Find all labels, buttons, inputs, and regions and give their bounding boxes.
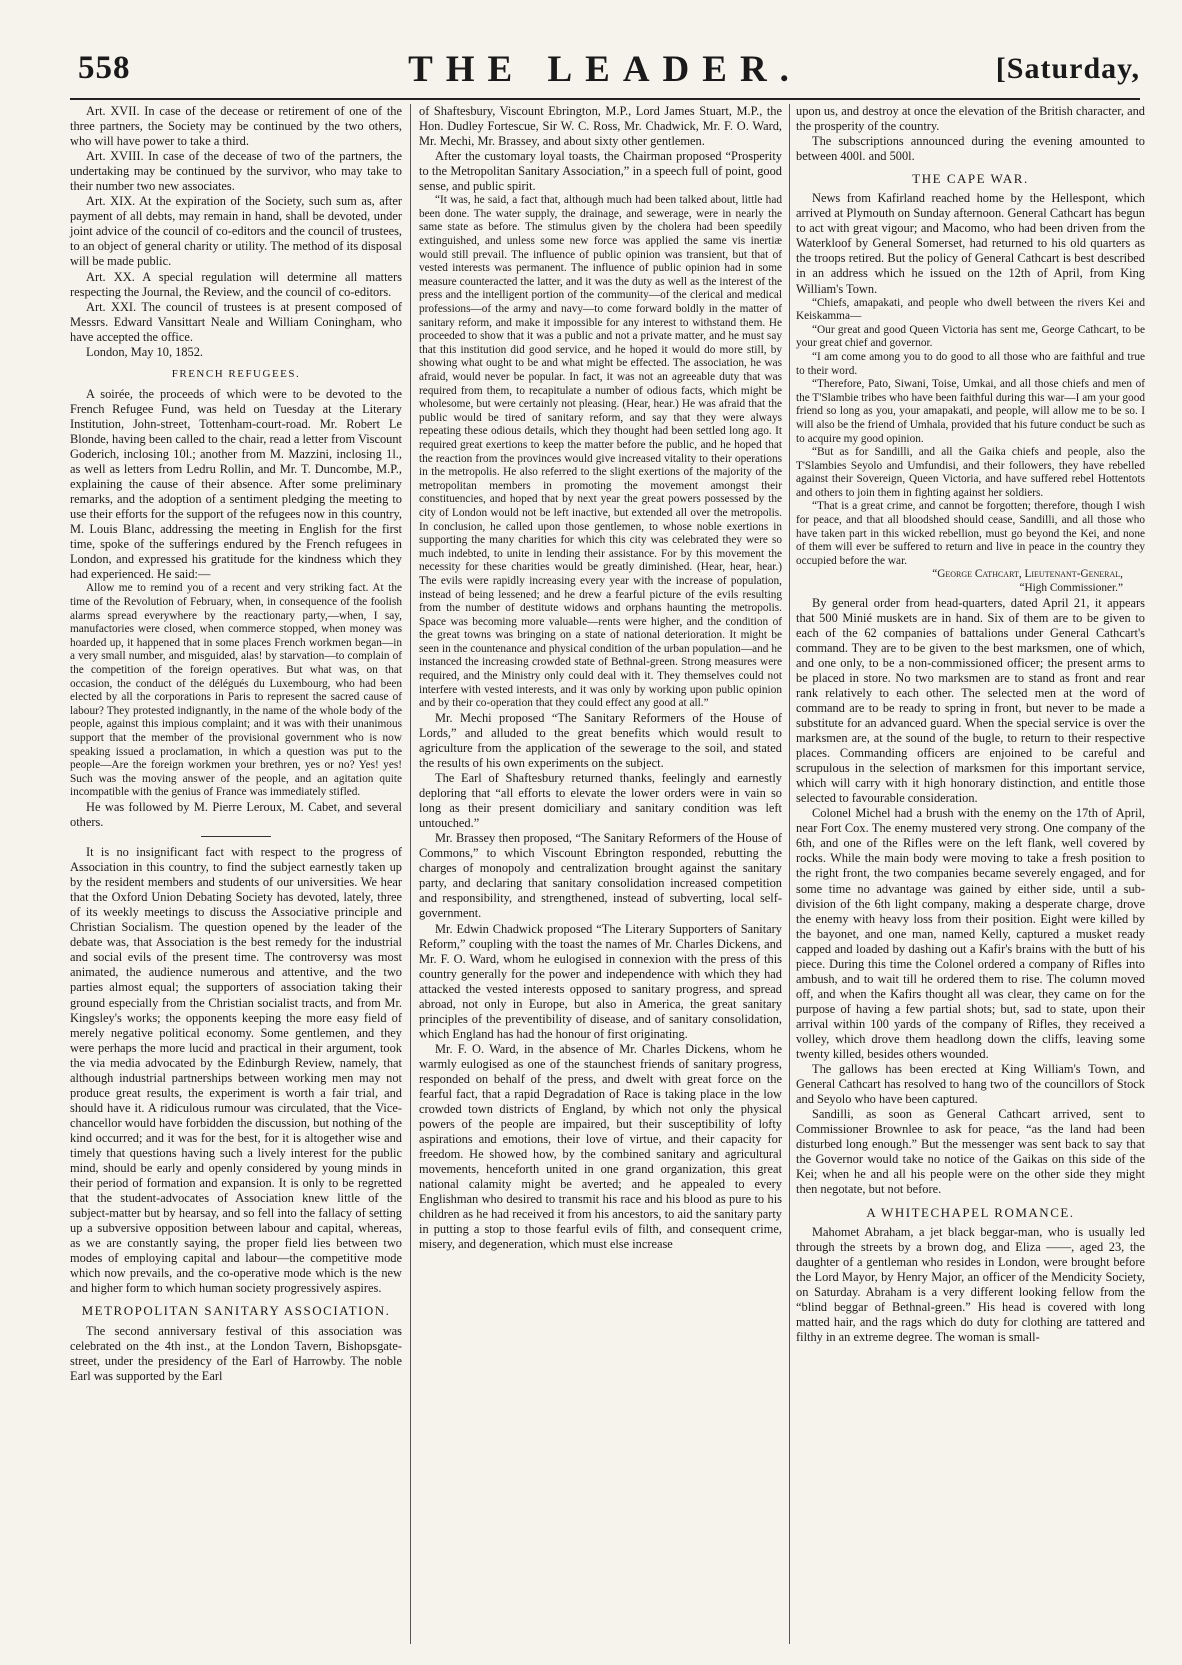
article-18: Art. XVIII. In case of the decease of two of the partners, the undertaking may be continued by the survivor, who may take to their number two new associates. bbox=[70, 149, 402, 194]
header-rule bbox=[70, 98, 1140, 100]
heading-cape-war: THE CAPE WAR. bbox=[912, 171, 1029, 187]
association-paragraph: It is no insignificant fact with respect to the progress of Association in this country, to find the subject earnestly taken up by the resident members and students of our universities. We hear that the Oxford Union Debating Society has devoted, lately, three of its weekly meetings to discuss the Associative principle and Christian Socialism. The question opened by the leader of the debate was, that Association is the best remedy for the industrial and social evils of the present time. The controversy was most animated, the audience numerous and attentive, and the two parties almost equal; the supporters of association taking their ground especially from the Christian socialist tracts, and from Mr. Kingsley's works; the opponents keeping the more easy field of merely negative political economy. Some gentlemen, and they were perhaps the more lucid and practical in their argument, took the via media advocated by the Edinburgh Review, namely, that although industrial partnerships between working men may not produce great results, the experiment is worth a fair trial, and should have it. A ridiculous rumour was circulated, that the Vice-chancellor would have forbidden the discussion, but nothing of the kind occurred; and it was for the best, for it is altogether wise and timely that questions having such a lively interest for the public mind, should be early and openly considered by young minds in their period of formation and expansion. It is only to be regretted that the student-advocates of Association knew little of the subject-matter but by hearsay, and so fell into the fallacy of setting up a subversive opposition between labour and capital, whereas, as we are constantly saying, the proper field lies between two modes of employing capital and labour—the competitive mode which now prevails, and the co-operative mode which is the new and higher form to which human society progressively aspires. bbox=[70, 845, 402, 1296]
brassey-paragraph: Mr. Brassey then proposed, “The Sanitary Reformers of the House of Commons,” to which Viscount Ebrington responded, rebutting the charges of monopoly and centralization brought against the sanitary party, and declaring that sanitary consolidation increased competition and responsibility, and strengthened, instead of subverting, local self-government. bbox=[419, 831, 782, 921]
cape-paragraph-4: The gallows has been erected at King William's Town, and General Cathcart has resolved to hang two of the councillors of Stock and Seyolo who have been captured. bbox=[796, 1062, 1145, 1107]
chadwick-paragraph: Mr. Edwin Chadwick proposed “The Literary Supporters of Sanitary Reform,” coupling with the toast the names of Mr. Charles Dickens, and Mr. F. O. Ward, whom he eulogised in connexion with the press of this country generally for the power and independence with which they had attacked the vested interests opposed to sanitary progress, and spread abroad, not only in Europe, but also in America, the great sanitary principles of the preventibility of disease, and of sanitary consolidation, which England has had the honour of first originating. bbox=[419, 921, 782, 1041]
article-21: Art. XXI. The council of trustees is at present composed of Messrs. Edward Vansittart Neale and William Coningham, who have accepted the office. bbox=[70, 299, 402, 344]
sanitary-attendees: of Shaftesbury, Viscount Ebrington, M.P., Lord James Stuart, M.P., the Hon. Dudley Fortescue, Sir W. C. Ross, Mr. Chadwick, Mr. F. O. Ward, Mr. Mechi, Mr. Brassey, and about sixty other gentlemen. bbox=[419, 104, 782, 149]
page-header bbox=[70, 48, 1140, 94]
page-number: 558 bbox=[78, 50, 131, 86]
refugees-quote: Allow me to remind you of a recent and very striking fact. At the time of the Revolution of February, when, in consequence of the foolish alarms spread everywhere by the reactionary party,—when, I say, manufactories were closed, when commerce stopped, when money was hoarded up, it happened that in some places French workmen began—in a very small number, and misguided, alas! by starvation—to complain of the competition of the foreign operatives. But what was, on that occasion, the conduct of the délégués du Luxembourg, who had been elected by all the corporations in Paris to represent the sacred cause of labour? They protested indignantly, in the name of the whole body of the people, against this impious complaint; and it was with their unanimous support that the member of the provisional government who is now speaking issued a proclamation, in which a question was put to the people—Are the foreign workmen your brethren, yes or no? Yes! yes! Such was the moving answer of the people, and an agitation quite incompatible with the genius of France was immediately stifled. bbox=[70, 582, 402, 799]
chairman-toast: After the customary loyal toasts, the Chairman proposed “Prosperity to the Metropolitan Sanitary Association,” in a speech full of point, good sense, and public spirit. bbox=[419, 149, 782, 194]
heading-whitechapel-romance: A WHITECHAPEL ROMANCE. bbox=[866, 1204, 1075, 1220]
article-20: Art. XX. A special regulation will determine all matters respecting the Journal, the Review, and the council of co-editors. bbox=[70, 269, 402, 299]
ward-paragraph: Mr. F. O. Ward, in the absence of Mr. Charles Dickens, whom he warmly eulogised as one of the staunchest friends of sanitary progress, responded on behalf of the press, and dwelt with great force on the fearful fact, that a rapid Degradation of Race is taking place in the low crowded town districts of England, by which not only the physical powers of the people are impaired, but their susceptibility of lofty aspirations and emotions, their love of virtue, and their capacity for freedom. He showed how, by the combined sanitary and agricultural movements, henceforth united in one grand organization, this great national calamity might be averted; and he appealed to every Englishman who desired to transmit his race and his blood as pure to his children as he had received it from his ancestors, to aid the sanitary party in putting a stop to those fearful evils of filth, and consequent crime, misery, and degeneration, which must else increase bbox=[419, 1041, 782, 1252]
column-3 bbox=[796, 104, 1145, 1345]
masthead-title: THE LEADER. bbox=[408, 49, 802, 90]
cape-paragraph-3: Colonel Michel had a brush with the enemy on the 17th of April, near Fort Cox. The enemy mustered very strong. One company of the 6th, and one of the Rifles were on the left flank, well covered by rocks. While the main body were moving to take a fresh position to the right front, the two companies became severely engaged, and for some time no advantage was gained by either side, until a sub-division of the 6th light company, making a desperate charge, drove the enemy with heavy loss from their position. Eight were killed by the bayonet, and one man, named Kelly, captured a musket ready capped and loaded by dashing out a Kafir's brains with the butt of his piece. During this time the Colonel ordered a company of Rifles into ambush, and to wait till he ordered them to rise. The column moved off, and when the Kafirs thought all was clear, they came on for the purpose of having a few partial shots; but, sad to state, upon their arrival within 100 yards of the company of Rifles, they received a volley, which drove them headlong down the cliffs, leaving some twenty killed, besides others wounded. bbox=[796, 806, 1145, 1062]
article-17: Art. XVII. In case of the decease or retirement of one of the three partners, the Society may be continued by the two others, who will have power to take a third. bbox=[70, 104, 402, 149]
cape-paragraph-1: News from Kafirland reached home by the Hellespont, which arrived at Plymouth on Sunday afternoon. General Cathcart has begun to act with great vigour; and Macomo, who had been driven from the Waterkloof by General Somerset, had returned to his old quarters as the troops retired. But the policy of General Cathcart is best described in an address which he issued on the 12th of April, from King William's Town. bbox=[796, 191, 1145, 296]
dateline: London, May 10, 1852. bbox=[86, 344, 204, 359]
column-divider bbox=[789, 104, 790, 1644]
sanitary-paragraph: The second anniversary festival of this association was celebrated on the 4th inst., at the London Tavern, Bishopsgate-street, under the presidency of the Earl of Harrowby. The noble Earl was supported by the Earl bbox=[70, 1323, 402, 1383]
address-line-6: “That is a great crime, and cannot be forgotten; therefore, though I wish for peace, and that all bloodshed should cease, Sandilli, and all those who have taken part in this wicked rebellion, must go beyond the Kei, and none of them will ever be suffered to return and live in peace in the country they occupied before the war. bbox=[796, 500, 1145, 567]
cape-paragraph-2: By general order from head-quarters, dated April 21, it appears that 500 Minié muskets are in hand. Six of them are to be given to each of the 62 companies of battalions under General Cathcart's command. They are to be given to the best marksmen, one of which, and one only, to be a non-commissioned officer; the present arms to be placed in store. No two marksmen are to stand as front and rear rank relatively to each other. The selected men at the word of command are to be ready to spring in front, but never to be made a substitute for an advanced guard. When the special service is over the marksmen are, at the sound of the bugle, to return to their respective places. Commanding officers are enjoined to be careful and scrupulous in the selection of marksmen for this important service, which will carry with it high honorary distinction, and entitle those selected to favourable consideration. bbox=[796, 595, 1145, 806]
refugees-paragraph: A soirée, the proceeds of which were to be devoted to the French Refugee Fund, was held on Tuesday at the Literary Institution, John-street, Tottenham-court-road. Mr. Robert Le Blonde, having been called to the chair, read a letter from Viscount Goderich, inclosing 10l.; another from M. Mazzini, inclosing 1l., as well as letters from Ledru Rollin, and Mr. T. Duncombe, M.P., explaining the cause of their absence. After some preliminary remarks, and the adoption of a sentiment pledging the meeting to use their efforts for the support of the refugees now in this country, M. Louis Blanc, addressing the meeting in English for the first time, spoke of the sufferings endured by the French refugees in London, and expressed his gratitude for the kindness which they had experienced. He said:— bbox=[70, 386, 402, 582]
sanitary-conclusion: upon us, and destroy at once the elevation of the British character, and the prosperity of the country. bbox=[796, 104, 1145, 134]
column-1 bbox=[70, 104, 402, 1384]
address-line-2: “Our great and good Queen Victoria has sent me, George Cathcart, to be your great chief and governor. bbox=[796, 323, 1145, 350]
signature-name: “George Cathcart, Lieutenant-General, bbox=[932, 568, 1123, 581]
address-line-1: “Chiefs, amapakati, and people who dwell between the rivers Kei and Keiskamma— bbox=[796, 296, 1145, 323]
refugees-paragraph-2: He was followed by M. Pierre Leroux, M. Cabet, and several others. bbox=[70, 799, 402, 829]
shaftesbury-paragraph: The Earl of Shaftesbury returned thanks, feelingly and earnestly deploring that “all efforts to elevate the lower orders were in vain so long as their present domiciliary and sanitary condition was left untouched.” bbox=[419, 771, 782, 831]
romance-paragraph: Mahomet Abraham, a jet black beggar-man, who is usually led through the streets by a brown dog, and Eliza ——, aged 23, the daughter of a gentleman who resides in London, were brought before the Lord Mayor, by Henry Major, an officer of the Mendicity Society, on Saturday. Abraham is a very different looking fellow from the “blind beggar of Bethnal-green.” His head is covered with long matted hair, and the rags which do duty for clothing are tattered and filthy in an extreme degree. The woman is small- bbox=[796, 1224, 1145, 1344]
signature-title: “High Commissioner.” bbox=[1019, 582, 1123, 595]
column-divider bbox=[410, 104, 411, 1644]
chairman-speech-quote: “It was, he said, a fact that, although much had been talked about, little had been done. The water supply, the drainage, and sewerage, were in nearly the same state as before. The stimulus given by the cholera had been speedily extinguished, and unless some new force was applied the same vis inertiæ would still prevail. The influence of public opinion was transient, but that of vested interests was permanent. The influence of public opinion had in some measure counteracted the latter, and it was the duty as well as the interest of the press and the intelligent portion of the community—of the clerical and medical professions—of the army and navy—to come forward boldly in the matter of sanitary reform, and make it impossible for any interest to withstand them. He proceeded to show that it was a public and not a private matter, and he must say that this institution did good service, and he hoped it would do more still, by showing what ought to be and what might be effected. The association, he was afraid, would never be popular. In fact, it was not an agreeable duty that was required from them, to recapitulate a number of odious facts, which might be wholesome, but were certainly not pleasing. (Hear, hear.) He was afraid that the public would be tired of sanitary reform, and say that they were always repeating these odious details, which they thought had been settled long ago. It required great exertions to keep the matter before the public, and he hoped that the reaction from the provinces would give increased vitality to their operations in the metropolis. He also referred to the slight exertions of the majority of the metropolitan members in promoting the movement amongst their constituencies, and hoped that by next year the great powers possessed by the city of London would not be left inactive, but extended all over the metropolis. In conclusion, he called upon those gentlemen, to whose noble exertions in supporting the many charities for which this city was celebrated they were so much indebted, to unite in lending their assistance. For by this movement the necessity for these charities would be greatly diminished. (Hear, hear, hear.) The evils were rapidly increasing every year with the increase of population, instead of being lessened; and he drew a fearful picture of the evils resulting from the number of destitute widows and orphans haunting the metropolis. Space was becoming more valuable—rents were higher, and the condition of the great towns was bringing on a state of national deterioration. It might be seen in the countenance and physical condition of the urban population—and he instanced the increasing crowded state of Bethnal-green. Strong measures were required, and the Ministry only could deal with it. They themselves could not interfere with vested interests, and it was only by working upon public opinion and by their co-operation that they could effect any good at all.” bbox=[419, 194, 782, 710]
mechi-paragraph: Mr. Mechi proposed “The Sanitary Reformers of the House of Lords,” and alluded to the great benefits which would result to agriculture from the application of the sewerage to the soil, and stated the results of his own experiments on the subject. bbox=[419, 710, 782, 770]
heading-french-refugees: FRENCH REFUGEES. bbox=[171, 367, 301, 380]
address-line-3: “I am come among you to do good to all those who are faithful and true to their word. bbox=[796, 350, 1145, 377]
cape-paragraph-5: Sandilli, as soon as General Cathcart arrived, sent to Commissioner Brownlee to ask for peace, “as the land had been disturbed long enough.” But the messenger was sent back to say that the Governor would take no notice of the Gaikas on this side of the Kei; when he and all his people were on the other side they might then negotate, but not before. bbox=[796, 1107, 1145, 1197]
subscriptions-paragraph: The subscriptions announced during the evening amounted to between 400l. and 500l. bbox=[796, 134, 1145, 164]
address-line-4: “Therefore, Pato, Siwani, Toise, Umkai, and all those chiefs and men of the T'Slambie tribes who have been faithful during this war—I am your good friend so long as you, your amapakati, and people, will allow me to be so. I will also be the friend of Umhala, provided that his future conduct be such as to acquire my good opinion. bbox=[796, 378, 1145, 445]
column-2 bbox=[419, 104, 782, 1253]
heading-sanitary-association: METROPOLITAN SANITARY ASSOCIATION. bbox=[81, 1303, 391, 1319]
article-19: Art. XIX. At the expiration of the Society, such sum as, after payment of all debts, may remain in hand, shall be devoted, under joint advice of the council of co-editors and the council of trustees, to an object of general charity or utility. The method of its disposal will be made public. bbox=[70, 194, 402, 269]
address-line-5: “But as for Sandilli, and all the Gaika chiefs and people, also the T'Slambies Seyolo and Umfundisi, and their followers, they have rebelled against their Sovereign, Queen Victoria, and have suffered rebel Hottentots and others to join them in fighting against her soldiers. bbox=[796, 446, 1145, 499]
section-separator bbox=[201, 836, 271, 837]
header-day: [Saturday, bbox=[995, 52, 1140, 85]
